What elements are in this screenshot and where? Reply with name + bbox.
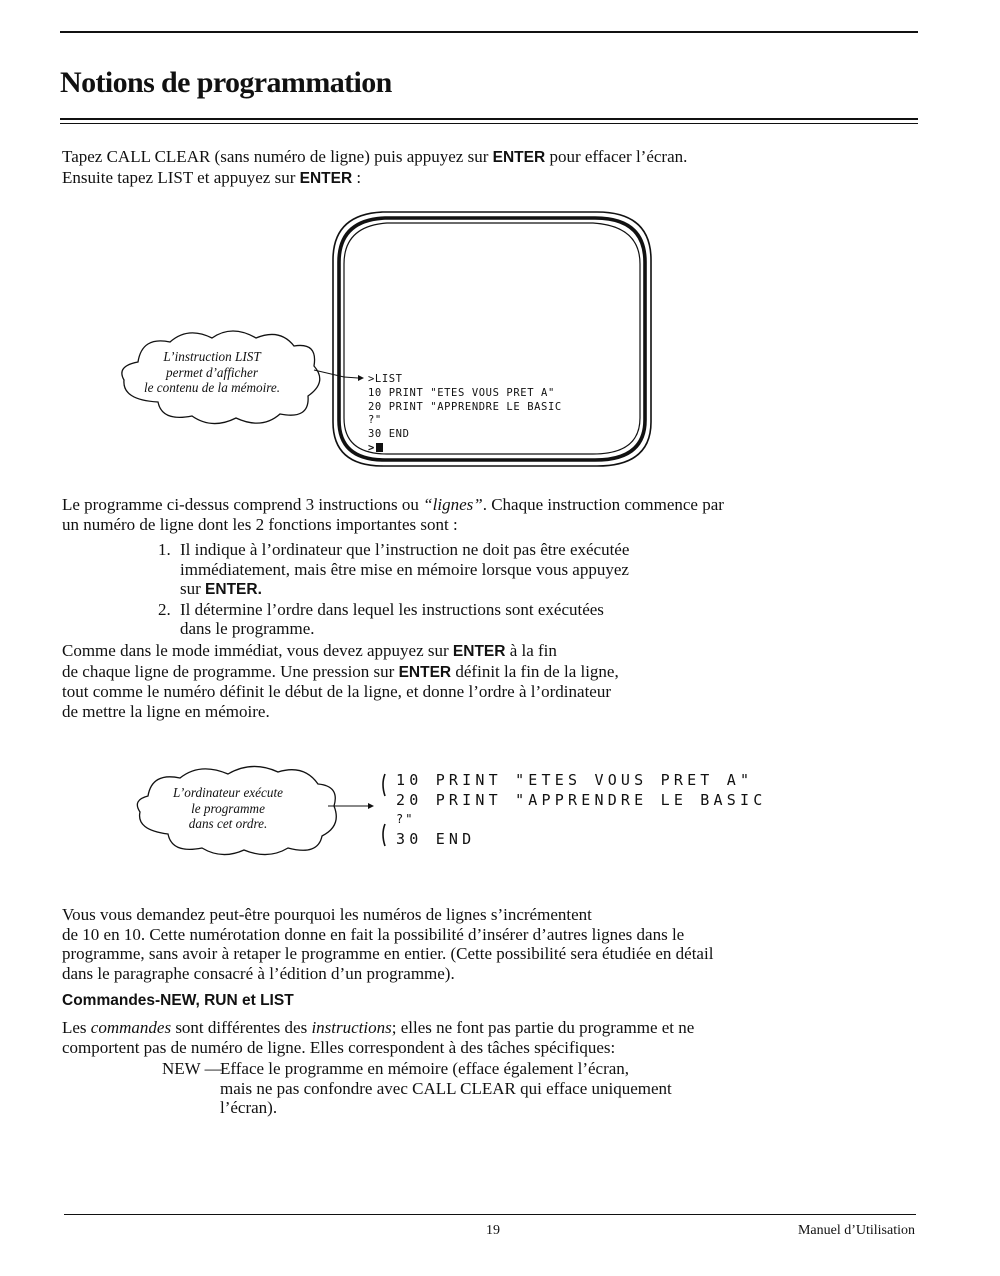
code-line: 20 PRINT "APPRENDRE LE BASIC [396, 790, 767, 809]
enter-key-label: ENTER. [205, 581, 262, 598]
page-number: 19 [486, 1223, 500, 1238]
screen-line: 30 END [368, 428, 410, 441]
code-line: ?" [396, 812, 415, 826]
lines-explanation-paragraph: Le programme ci-dessus comprend 3 instructions ou “lignes”. Chaque instruction commence par un numéro de ligne dont les 2 fonctions importantes sont : [62, 495, 724, 534]
list-item: 2. Il détermine l’ordre dans lequel les instructions sont exécutées dans le programme. [158, 599, 604, 638]
enter-key-label: ENTER [398, 663, 452, 681]
section-heading: Commandes-NEW, RUN et LIST [62, 992, 294, 1009]
enter-key-paragraph: Comme dans le mode immédiat, vous devez appuyez sur ENTER à la fin de chaque ligne de programme. Une pression sur ENTER définit la fin de la ligne, tout comme le numéro définit le début de la ligne, et donne l’ordre à l’ordinateur de mettre la ligne en mémoire. [62, 641, 619, 721]
cursor-icon [376, 443, 383, 452]
list-item: 1. Il indique à l’ordinateur que l’instruction ne doit pas être exécutée immédiatement, mais être mise en mémoire lorsque vous appuyez sur ENTER. [158, 540, 630, 598]
screen-prompt-line: > [368, 442, 562, 456]
numbering-paragraph: Vous vous demandez peut-être pourquoi les numéros de lignes s’incrémentent de 10 en 10. Cette numérotation donne en fait la possibilité d’insérer d’autres lignes dans le programme, sans avoir à retaper le programme en entier. (Cette possibilité sera étudiée en détail dans le paragraphe consacré à l’édition d’un programme). [62, 905, 714, 983]
functions-list [158, 540, 718, 639]
new-command-description: Efface le programme en mémoire (efface également l’écran, mais ne pas confondre avec CALL CLEAR qui efface uniquement l’écran). [220, 1059, 672, 1117]
footer-rule [64, 1214, 916, 1215]
commands-paragraph: Les commandes sont différentes des instructions; elles ne font pas partie du programme et ne comportent pas de numéro de ligne. Elles correspondent à des tâches spécifiques: [62, 1018, 695, 1057]
screen-listing [368, 373, 562, 456]
program-listing [396, 771, 766, 849]
title-rule-thin [60, 123, 918, 124]
enter-key-label: ENTER [452, 643, 506, 660]
top-rule [60, 31, 918, 33]
page-title: Notions de programmation [60, 66, 392, 99]
code-line: 30 END [396, 829, 476, 848]
new-command-label: NEW — [162, 1059, 222, 1078]
code-line: 10 PRINT "ETES VOUS PRET A" [396, 771, 754, 789]
title-rule-thick [60, 118, 918, 120]
cloud-order-text: L’ordinateur exécute le programme dans cet ordre. [173, 785, 283, 831]
code-brace-marks [376, 770, 396, 850]
screen-line: 10 PRINT "ETES VOUS PRET A" [368, 386, 555, 399]
enter-key-label: ENTER [299, 169, 353, 187]
manual-title: Manuel d’Utilisation [797, 1223, 915, 1238]
cloud-list-text: L’instruction LIST permet d’afficher le contenu de la mémoire. [143, 349, 281, 395]
screen-line: 20 PRINT "APPRENDRE LE BASIC [368, 400, 562, 413]
enter-key-label: ENTER [492, 149, 546, 166]
screen-line: >LIST [368, 373, 403, 385]
screen-line: ?" [368, 414, 382, 427]
intro-paragraph: Tapez CALL CLEAR (sans numéro de ligne) puis appuyez sur ENTER pour effacer l’écran. Ensuite tapez LIST et appuyez sur ENTER : [62, 147, 688, 187]
